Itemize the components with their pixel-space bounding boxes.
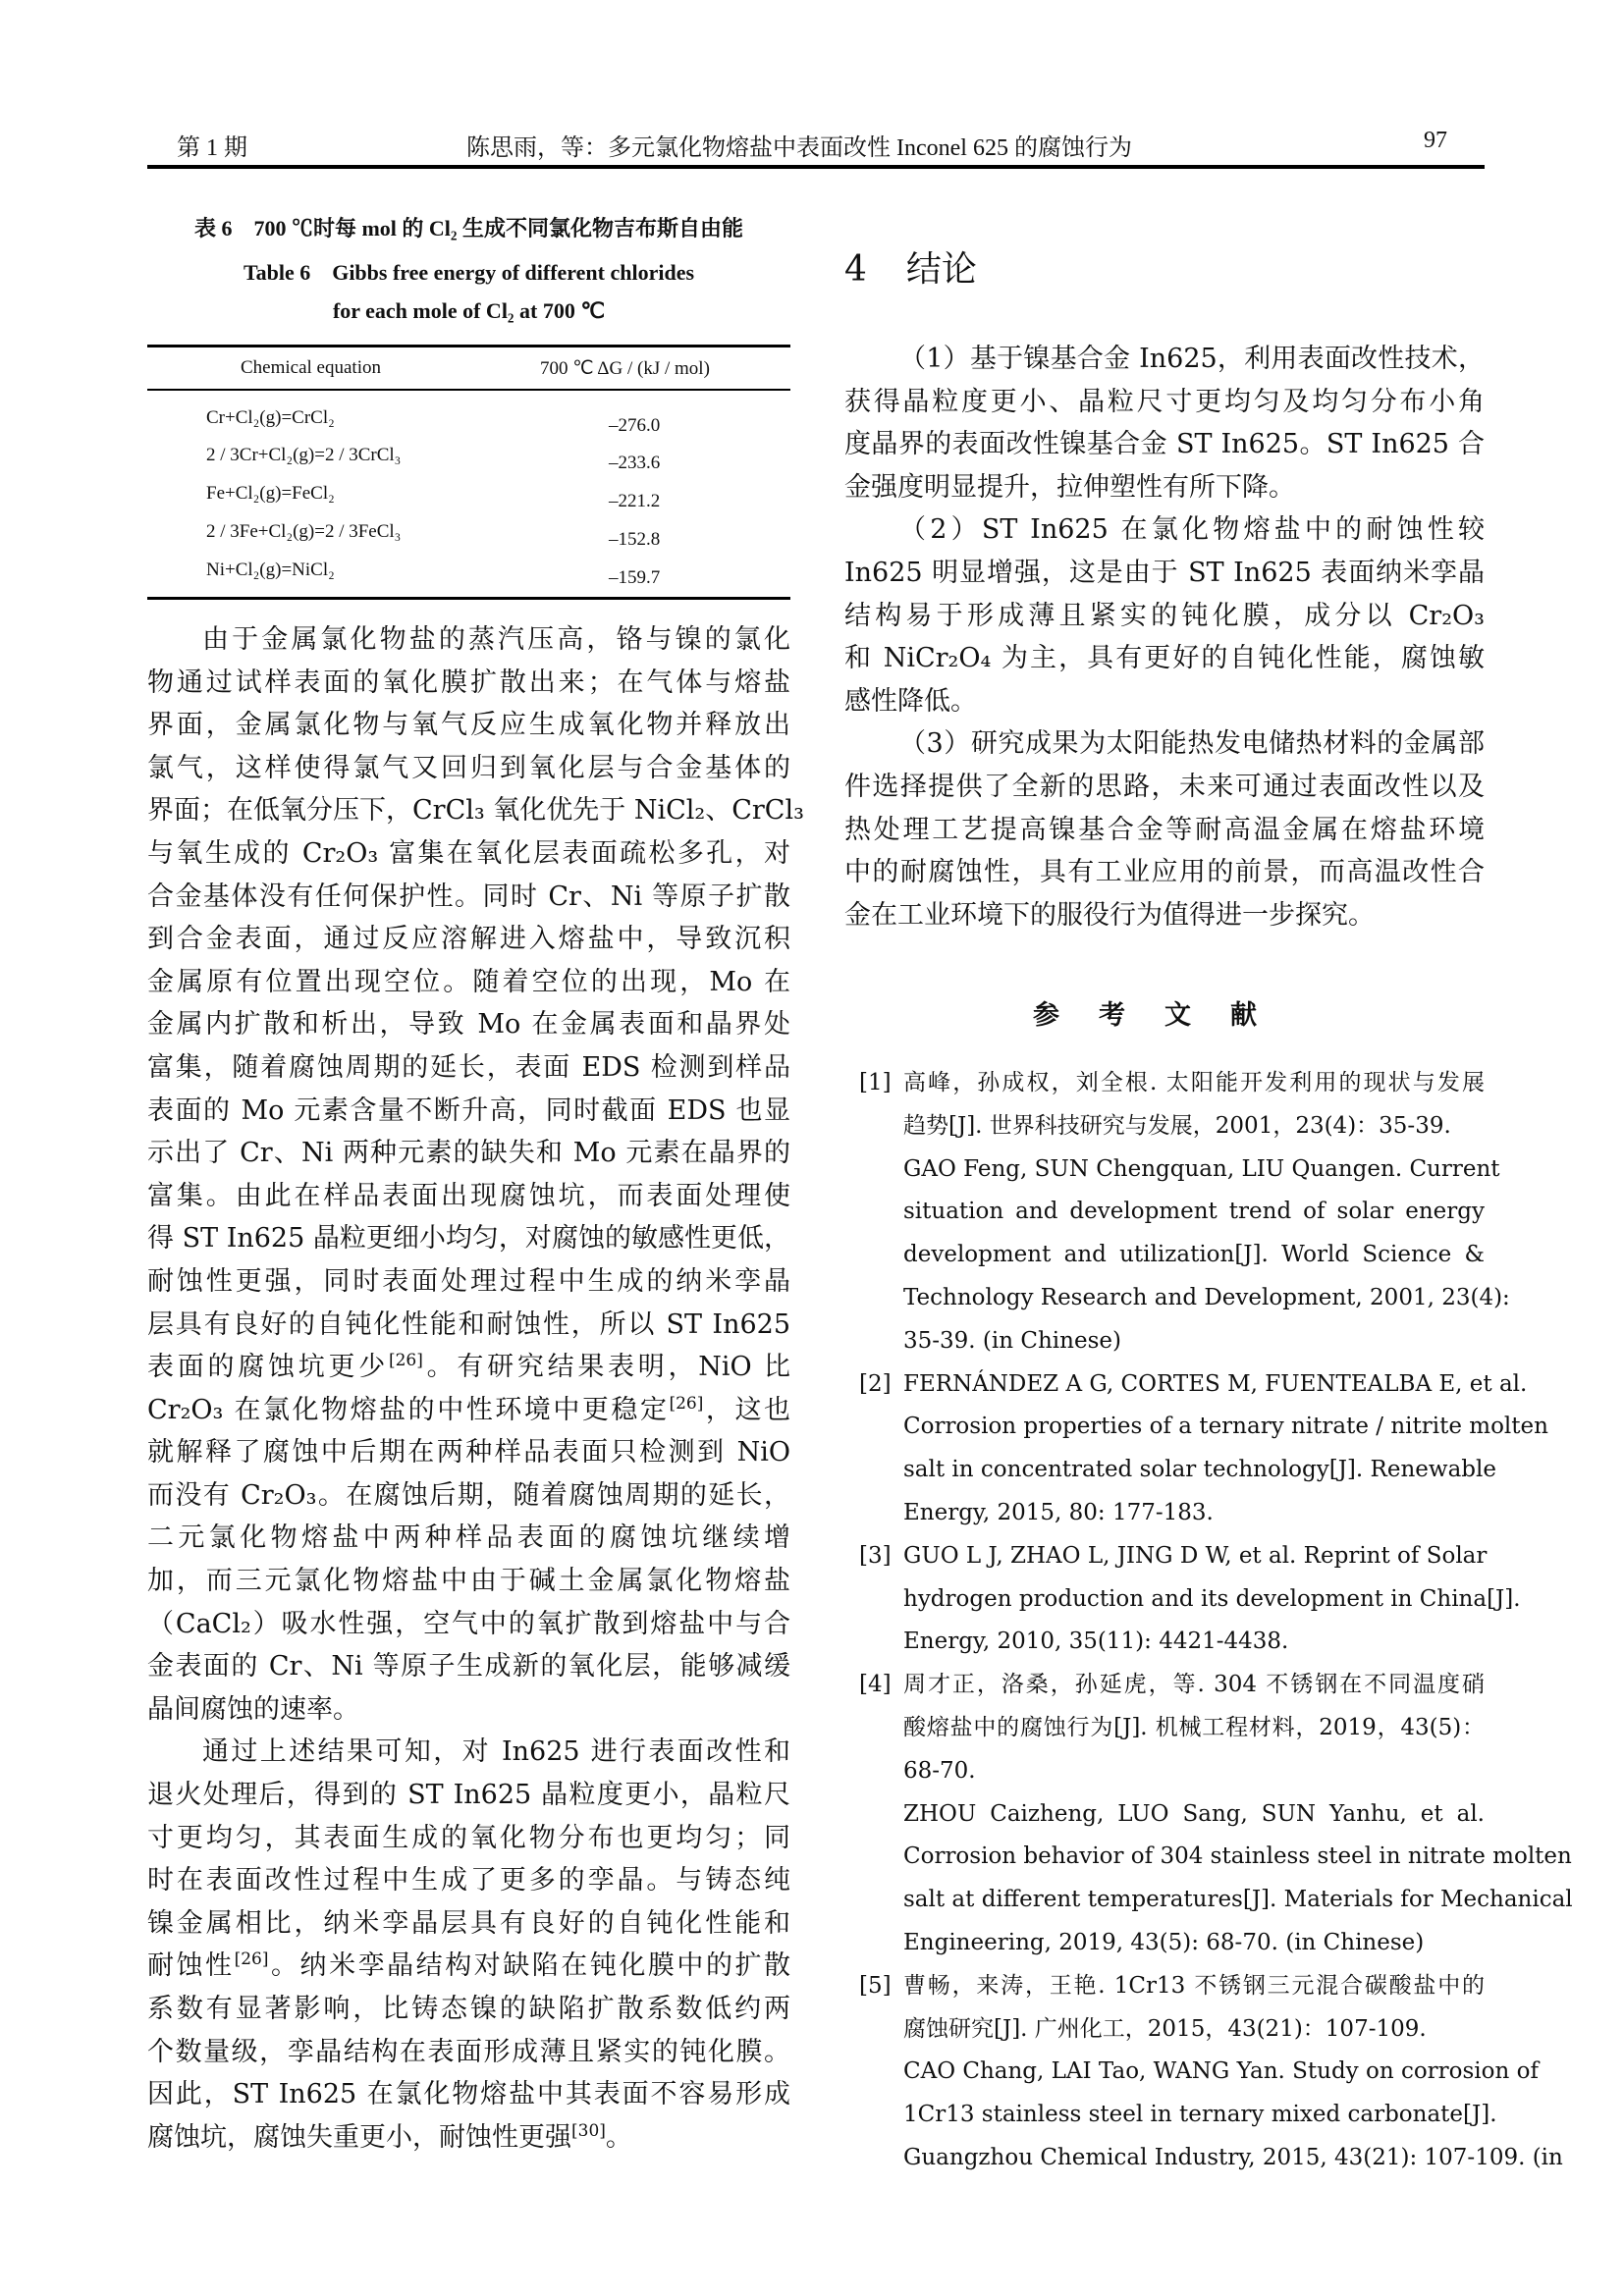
table-caption-cn: 表 6 700 ℃时每 mol 的 Cl₂ 生成不同氯化物吉布斯自由能 (193, 216, 744, 240)
text-line: In625 明显增强，这是由于 ST In625 表面纳米孪晶 (844, 557, 1485, 588)
text-segment: 。 (605, 2121, 632, 2153)
text-line: 二元氯化物熔盐中两种样品表面的腐蚀坑继续增 (147, 1522, 790, 1554)
paragraph (844, 338, 1485, 508)
text-line: 和 NiCr₂O₄ 为主，具有更好的自钝化性能，腐蚀敏 (844, 643, 1485, 674)
conclusion-body (844, 338, 1485, 936)
text-line: 示出了 Cr、Ni 两种元素的缺失和 Mo 元素在晶界的 (147, 1138, 790, 1169)
section-number: 4 (844, 249, 867, 290)
header-rule (147, 165, 1485, 169)
running-title: 陈思雨，等：多元氯化物熔盐中表面改性 Inconel 625 的腐蚀行为 (466, 135, 1132, 161)
table-caption-en-2: for each mole of Cl₂ at 700 ℃ (332, 298, 606, 323)
table-cell-equation: Ni+Cl₂(g)=NiCl₂ (206, 560, 335, 580)
text-line: 68-70. (903, 1757, 976, 1784)
text-line: situation and development trend of solar energy (903, 1199, 1485, 1225)
text-line: 系数有显著影响，比铸态镍的缺陷扩散系数低约两 (147, 1994, 790, 2024)
citation-superscript: [26] (669, 1393, 704, 1414)
text-line: 层具有良好的自钝化性能和耐蚀性，所以 ST In625 (147, 1308, 790, 1340)
table-cell-dg: –221.2 (609, 491, 661, 511)
reference-number: [1] (859, 1070, 892, 1095)
table-header-equation: Chemical equation (241, 357, 381, 378)
text-line: 金强度明显提升，拉伸塑性有所下降。 (844, 471, 1295, 503)
text-line: salt at different temperatures[J]. Materials for Mechanical (903, 1887, 1573, 1913)
text-line: 金在工业环境下的服役行为值得进一步探究。 (844, 899, 1375, 931)
text-line: 得 ST In625 晶粒更细小均匀，对腐蚀的敏感性更低， (147, 1223, 790, 1255)
text-line: 35-39. (in Chinese) (903, 1327, 1121, 1354)
table-cell-equation: 2 / 3Fe+Cl₂(g)=2 / 3FeCl₃ (206, 521, 402, 542)
text-line: ZHOU Caizheng, LUO Sang, SUN Yanhu, et al. (903, 1800, 1485, 1827)
text-line: 个数量级，孪晶结构在表面形成薄且紧实的钝化膜。 (147, 2036, 790, 2067)
text-line: 金属内扩散和析出，导致 Mo 在金属表面和晶界处 (147, 1009, 790, 1041)
reference-text (903, 1664, 1573, 1965)
text-line: Guangzhou Chemical Industry, 2015, 43(21): 107-109. (in (903, 2144, 1563, 2170)
left-column-body (147, 618, 804, 2159)
text-line: 通过上述结果可知，对 In625 进行表面改性和 (202, 1736, 790, 1768)
text-segment: 。有研究结果表明，NiO 比 (422, 1352, 791, 1383)
text-line: FERNÁNDEZ A G, CORTES M, FUENTEALBA E, et al. (903, 1370, 1528, 1397)
text-line: GAO Feng, SUN Chengquan, LIU Quangen. Current (903, 1155, 1500, 1182)
table-cell-dg: –152.8 (609, 529, 661, 550)
text-line: 氯气，这样使得氯气又回归到氧化层与合金基体的 (147, 752, 790, 783)
text-line: 高峰，孙成权，刘全根. 太阳能开发利用的现状与发展 (903, 1070, 1485, 1095)
text-line: （3）研究成果为太阳能热发电储热材料的金属部 (899, 728, 1485, 760)
citation-superscript: [26] (388, 1351, 423, 1371)
text-line: Energy, 2010, 35(11): 4421-4438. (903, 1629, 1289, 1655)
issue-label: 第 1 期 (177, 135, 247, 161)
references-heading: 参考文献 (1033, 1000, 1296, 1031)
text-line: 曹畅，来涛，王艳. 1Cr13 不锈钢三元混合碳酸盐中的 (903, 1972, 1485, 1999)
citation-superscript: [26] (234, 1949, 269, 1970)
table-cell-equation: Cr+Cl₂(g)=CrCl₂ (206, 407, 335, 428)
text-line: 因此，ST In625 在氯化物熔盐中其表面不容易形成 (147, 2079, 790, 2110)
reference-number: [5] (859, 1972, 892, 1999)
paragraph (147, 1731, 790, 2159)
text-segment: 。纳米孪晶结构对缺陷在钝化膜中的扩散 (268, 1950, 791, 1982)
text-line: GUO L J, ZHAO L, JING D W, et al. Reprint of Solar (903, 1542, 1488, 1569)
text-line: 度晶界的表面改性镍基合金 ST In625。ST In625 合 (844, 429, 1485, 460)
text-line: 界面；在低氧分压下，CrCl₃ 氧化优先于 NiCl₂、CrCl₃ (147, 795, 804, 827)
text-line: 晶间腐蚀的速率。 (147, 1693, 359, 1725)
text-line: 中的耐腐蚀性，具有工业应用的前景，而高温改性合 (844, 857, 1485, 888)
text-line (147, 1346, 790, 1389)
reference-number: [4] (859, 1672, 892, 1698)
section-title: 结论 (905, 249, 977, 290)
text-line: 退火处理后，得到的 ST In625 晶粒度更小，晶粒尺 (147, 1780, 790, 1811)
text-line: Corrosion behavior of 304 stainless steel in nitrate molten (903, 1843, 1572, 1870)
text-segment: Cr₂O₃ 在氯化物熔盐的中性环境中更稳定 (147, 1394, 670, 1425)
text-line: 耐蚀性更强，同时表面处理过程中生成的纳米孪晶 (147, 1265, 790, 1297)
text-line: 金属原有位置出现空位。随着空位的出现，Mo 在 (147, 966, 790, 997)
text-segment: ，这也 (703, 1394, 790, 1425)
text-line (147, 1945, 790, 1988)
text-segment: 耐蚀性 (147, 1950, 235, 1982)
text-line: Technology Research and Development, 2001, 23(4): (903, 1284, 1510, 1310)
text-line: 热处理工艺提高镍基合金等耐高温金属在熔盐环境 (844, 814, 1485, 845)
text-line: 时在表面改性过程中生成了更多的孪晶。与铸态纯 (147, 1865, 790, 1896)
table-cell-dg: –159.7 (609, 567, 661, 588)
text-line: development and utilization[J]. World Science & (903, 1242, 1485, 1268)
text-line: 结构易于形成薄且紧实的钝化膜，成分以 Cr₂O₃ (844, 600, 1485, 631)
table-top-rule (147, 345, 790, 347)
text-line: 镍金属相比，纳米孪晶层具有良好的自钝化性能和 (147, 1907, 790, 1939)
reference-text (903, 1062, 1510, 1363)
citation-superscript: [30] (571, 2120, 606, 2141)
text-line: 界面，金属氯化物与氧气反应生成氧化物并释放出 (147, 710, 790, 741)
reference-item (859, 1965, 1563, 2180)
text-line (147, 2116, 790, 2160)
text-line: 到合金表面，通过反应溶解进入熔盐中，导致沉积 (147, 924, 790, 955)
text-line: hydrogen production and its development in China[J]. (903, 1585, 1521, 1612)
text-line: （CaCl₂）吸水性强，空气中的氧扩散到熔盐中与合 (147, 1608, 790, 1639)
section-heading (844, 241, 1016, 292)
reference-text (903, 1363, 1548, 1535)
text-line: 腐蚀研究[J]. 广州化工，2015，43(21)：107-109. (903, 2015, 1427, 2042)
paragraph (147, 618, 804, 1731)
paragraph (844, 508, 1485, 722)
text-line: 就解释了腐蚀中后期在两种样品表面只检测到 NiO (147, 1437, 790, 1468)
text-segment: 腐蚀坑，腐蚀失重更小，耐蚀性更强 (147, 2121, 571, 2153)
reference-item (859, 1062, 1510, 1363)
table-bottom-rule (147, 597, 790, 600)
reference-text (903, 1965, 1563, 2180)
text-line: （2）ST In625 在氯化物熔盐中的耐蚀性较 (899, 514, 1485, 546)
text-line: 由于金属氯化物盐的蒸汽压高，铬与镍的氯化 (202, 624, 790, 655)
table-cell-dg: –233.6 (609, 453, 661, 473)
text-segment: 表面的腐蚀坑更少 (147, 1352, 389, 1383)
reference-item (859, 1664, 1573, 1965)
table-cell-dg: –276.0 (609, 415, 661, 436)
text-line: 获得晶粒度更小、晶粒尺寸更均匀及均匀分布小角 (844, 386, 1485, 417)
text-line: salt in concentrated solar technology[J]. Renewable (903, 1457, 1496, 1483)
text-line: 加，而三元氯化物熔盐中由于碱土金属氯化物熔盐 (147, 1566, 790, 1597)
text-line: 酸熔盐中的腐蚀行为[J]. 机械工程材料，2019，43(5)： (903, 1714, 1485, 1740)
text-line: 1Cr13 stainless steel in ternary mixed carbonate[J]. (903, 2102, 1497, 2128)
text-line: 富集。由此在样品表面出现腐蚀坑，而表面处理使 (147, 1180, 790, 1211)
text-line: Energy, 2015, 80: 177-183. (903, 1499, 1214, 1525)
reference-item (859, 1535, 1521, 1664)
text-line: 物通过试样表面的氧化膜扩散出来；在气体与熔盐 (147, 667, 790, 698)
text-line: 富集，随着腐蚀周期的延长，表面 EDS 检测到样品 (147, 1051, 790, 1083)
text-line: 而没有 Cr₂O₃。在腐蚀后期，随着腐蚀周期的延长， (147, 1479, 790, 1511)
text-line: CAO Chang, LAI Tao, WANG Yan. Study on corrosion of (903, 2058, 1539, 2085)
text-line: 合金基体没有任何保护性。同时 Cr、Ni 等原子扩散 (147, 881, 790, 912)
table-cell-equation: 2 / 3Cr+Cl₂(g)=2 / 3CrCl₃ (206, 445, 402, 465)
reference-item (859, 1363, 1548, 1535)
reference-text (903, 1535, 1521, 1664)
table-header-dg: 700 ℃ ΔG / (kJ / mol) (540, 358, 710, 379)
text-line: 周才正，洛桑，孙延虎，等. 304 不锈钢在不同温度硝 (903, 1672, 1485, 1698)
text-line: 寸更均匀，其表面生成的氧化物分布也更均匀；同 (147, 1822, 790, 1853)
reference-number: [2] (859, 1370, 892, 1397)
text-line: 表面的 Mo 元素含量不断升高，同时截面 EDS 也显 (147, 1095, 790, 1126)
text-line: 感性降低。 (844, 685, 977, 717)
table-cell-equation: Fe+Cl₂(g)=FeCl₂ (206, 483, 335, 504)
table-mid-rule (147, 389, 790, 391)
text-line: 件选择提供了全新的思路，未来可通过表面改性以及 (844, 771, 1485, 802)
text-line: （1）基于镍基合金 In625，利用表面改性技术， (899, 344, 1485, 374)
reference-list (859, 1062, 1573, 2180)
text-line: 与氧生成的 Cr₂O₃ 富集在氧化层表面疏松多孔，对 (147, 837, 790, 869)
page-number: 97 (1424, 128, 1447, 153)
reference-number: [3] (859, 1542, 892, 1569)
text-line (147, 1389, 790, 1432)
paragraph (844, 722, 1485, 936)
text-line: 趋势[J]. 世界科技研究与发展，2001，23(4)：35-39. (903, 1112, 1451, 1139)
text-line: Engineering, 2019, 43(5): 68-70. (in Chinese) (903, 1929, 1425, 1955)
text-line: Corrosion properties of a ternary nitrate / nitrite molten (903, 1414, 1548, 1440)
table-caption-en-1: Table 6 Gibbs free energy of different chlorides (243, 260, 695, 285)
text-line: 金表面的 Cr、Ni 等原子生成新的氧化层，能够减缓 (147, 1651, 790, 1682)
